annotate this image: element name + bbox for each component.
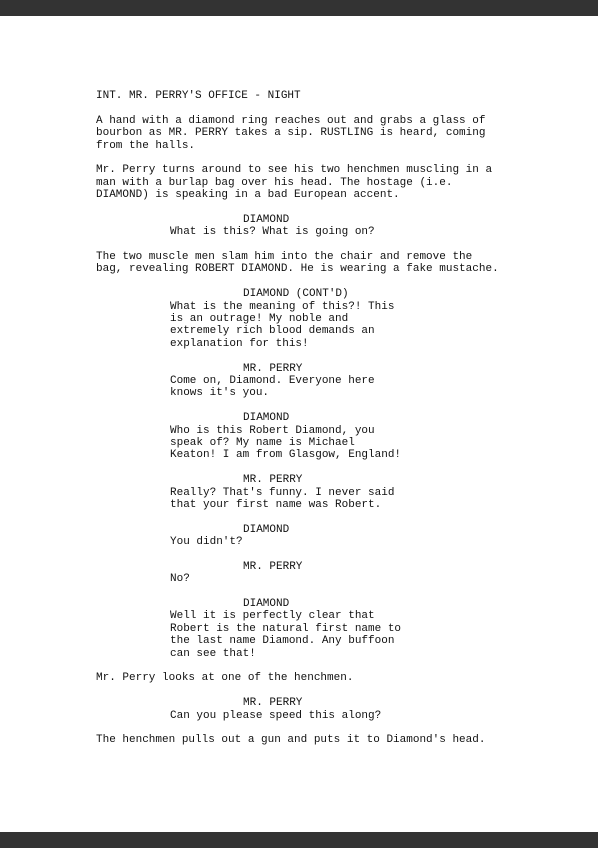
character-cue: DIAMOND bbox=[243, 598, 290, 611]
dialogue-line: Robert is the natural first name to bbox=[170, 622, 402, 635]
action-line: The two muscle men slam him into the chair and remove the bbox=[96, 251, 473, 264]
dialogue-line: Really? That's funny. I never said bbox=[170, 486, 395, 499]
character-cue: DIAMOND bbox=[243, 213, 290, 226]
dialogue-line: can see that! bbox=[170, 647, 256, 660]
dialogue-line: the last name Diamond. Any buffoon bbox=[170, 635, 395, 648]
dialogue-line: What is this? What is going on? bbox=[170, 226, 375, 239]
action-line: The henchmen pulls out a gun and puts it to Diamond's head. bbox=[96, 734, 486, 747]
character-cue: MR. PERRY bbox=[243, 474, 303, 487]
dialogue-line: Come on, Diamond. Everyone here bbox=[170, 374, 375, 387]
action-line: Mr. Perry turns around to see his two henchmen muscling in a bbox=[96, 164, 493, 177]
dialogue-line: explanation for this! bbox=[170, 337, 309, 350]
dialogue-line: knows it's you. bbox=[170, 387, 270, 400]
action-line: DIAMOND) is speaking in a bad European accent. bbox=[96, 189, 400, 202]
dialogue-line: is an outrage! My noble and bbox=[170, 313, 349, 326]
dialogue-line: What is the meaning of this?! This bbox=[170, 300, 395, 313]
character-cue: DIAMOND bbox=[243, 523, 290, 536]
dialogue-line: extremely rich blood demands an bbox=[170, 325, 375, 338]
character-cue: DIAMOND (CONT'D) bbox=[243, 288, 349, 301]
action-line: Mr. Perry looks at one of the henchmen. bbox=[96, 672, 354, 685]
action-line: bourbon as MR. PERRY takes a sip. RUSTLING is heard, coming bbox=[96, 127, 486, 140]
action-line: bag, revealing ROBERT DIAMOND. He is wearing a fake mustache. bbox=[96, 263, 499, 276]
top-frame-bar bbox=[0, 0, 598, 16]
scene-heading: INT. MR. PERRY'S OFFICE - NIGHT bbox=[96, 90, 301, 102]
dialogue-line: Well it is perfectly clear that bbox=[170, 610, 375, 623]
screenplay bbox=[96, 90, 536, 747]
dialogue-line: speak of? My name is Michael bbox=[170, 436, 355, 449]
action-line: man with a burlap bag over his head. The hostage (i.e. bbox=[96, 176, 453, 189]
character-cue: DIAMOND bbox=[243, 412, 290, 425]
dialogue-line: You didn't? bbox=[170, 536, 243, 549]
dialogue-line: Keaton! I am from Glasgow, England! bbox=[170, 449, 402, 462]
action-line: A hand with a diamond ring reaches out and grabs a glass of bbox=[96, 114, 486, 127]
dialogue-line: Who is this Robert Diamond, you bbox=[170, 424, 375, 437]
dialogue-line: that your first name was Robert. bbox=[170, 498, 382, 511]
dialogue-line: Can you please speed this along? bbox=[170, 709, 382, 722]
script-page bbox=[0, 16, 598, 832]
action-line: from the halls. bbox=[96, 139, 196, 152]
character-cue: MR. PERRY bbox=[243, 560, 303, 573]
character-cue: MR. PERRY bbox=[243, 697, 303, 710]
dialogue-line: No? bbox=[170, 573, 190, 586]
character-cue: MR. PERRY bbox=[243, 362, 303, 375]
bottom-frame-bar bbox=[0, 832, 598, 848]
